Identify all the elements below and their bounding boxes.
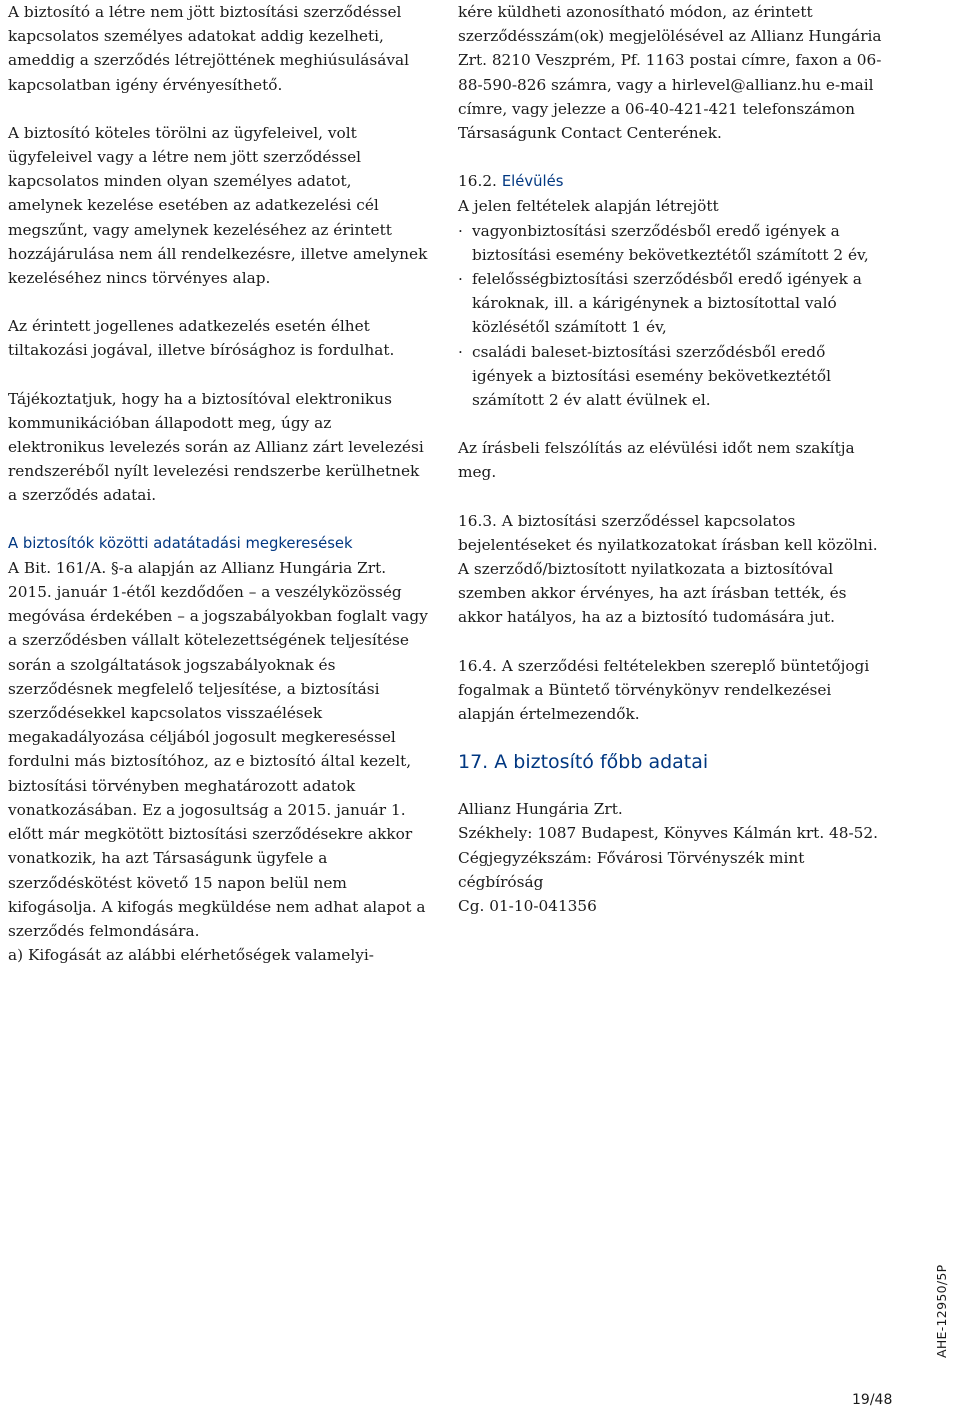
company-name: Allianz Hungária Zrt. bbox=[458, 800, 623, 819]
paragraph-16-4: 16.4. A szerződési feltételekben szereplő büntetőjogi fogalmak a Büntető törvénykönyv rendelkezései alapján értelmezendők. bbox=[458, 656, 870, 724]
section-title: Elévülés bbox=[501, 173, 564, 191]
limitation-intro: A jelen feltételek alapján létrejött bbox=[458, 197, 719, 216]
paragraph-deletion-obligation: A biztosító köteles törölni az ügyfeleivel, volt ügyfeleivel vagy a létre nem jött szerződéssel kapcsolatos minden olyan személyes adatot, amelynek kezelése esetében az adatkezelési cél megszűnt, vagy amelynek kezeléséhez az érintett hozzájárulása nem áll rendelkezésre, illetve amelynek kezeléséhez nincs törvényes alap. bbox=[8, 123, 428, 288]
limitation-note: Az írásbeli felszólítás az elévülési időt nem szakítja meg. bbox=[458, 439, 855, 482]
company-registry-number: Cg. 01-10-041356 bbox=[458, 897, 597, 916]
left-column bbox=[8, 0, 428, 967]
paragraph-data-transfer: A Bit. 161/A. §-a alapján az Allianz Hungária Zrt. 2015. január 1-étől kezdődően – a veszélyközösség megóvása érdekében – a jogszabályokban foglalt vagy a szerződésben vállalt kötelezettségének teljesítése során a szolgáltatások jogszabályoknak és szerződésnek megfelelő teljesítése, a biztosítási szerződésekkel kapcsolatos visszaélések megakadályozása céljából jogosult megkereséssel fordulni más biztosítóhoz, az e biztosító által kezelt, biztosítási törvényben meghatározott adatok vonatkozásában. Ez a jogosultság a 2015. január 1. előtt már megkötött biztosítási szerződésekre akkor vonatkozik, ha azt Társaságunk ügyfele a szerződéskötést követő 15 napon belül nem kifogásolja. A kifogás megküldése nem adhat alapot a szerződés felmondására. bbox=[8, 558, 428, 940]
list-item: · vagyonbiztosítási szerződésből eredő igények a biztosítási esemény bekövetkeztétől számított 2 év, bbox=[458, 219, 890, 267]
paragraph-objection-contact: a) Kifogását az alábbi elérhetőségek valamelyi- bbox=[8, 946, 374, 965]
paragraph-contact-details: kére küldheti azonosítható módon, az érintett szerződésszám(ok) megjelölésével az Allianz Hungária Zrt. 8210 Veszprém, Pf. 1163 postai címre, faxon a 06-88-590-826 számra, vagy a hirlevel@allianz.hu e-mail címre, vagy jelezze a 06-40-421-421 telefonszámon Társaságunk Contact Centerének. bbox=[458, 3, 882, 143]
heading-data-transfer: A biztosítók közötti adatátadási megkeresések bbox=[8, 534, 353, 552]
heading-section-17: 17. A biztosító főbb adatai bbox=[458, 751, 709, 774]
paragraph-electronic-communication: Tájékoztatjuk, hogy ha a biztosítóval elektronikus kommunikációban állapodott meg, úgy az elektronikus levelezés során az Allianz zárt levelezési rendszeréből nyílt levelezési rendszerbe kerülhetnek a szerződés adatai. bbox=[8, 389, 424, 505]
list-item: · felelősségbiztosítási szerződésből eredő igények a károknak, ill. a kárigénynek a biztosítottal való közlésétől számított 1 év, bbox=[458, 267, 890, 340]
document-code: AHE-12950/5P bbox=[934, 1264, 949, 1358]
section-number: 16.2. bbox=[458, 172, 497, 191]
company-address: Székhely: 1087 Budapest, Könyves Kálmán krt. 48-52. bbox=[458, 824, 878, 843]
right-column bbox=[458, 0, 890, 918]
company-registry: Cégjegyzékszám: Fővárosi Törvényszék mint cégbíróság bbox=[458, 848, 805, 891]
heading-limitation bbox=[458, 169, 890, 194]
list-item: · családi baleset-biztosítási szerződésből eredő igények a biztosítási esemény bekövetkeztétől számított 2 év alatt évülnek el. bbox=[458, 340, 890, 413]
paragraph-objection-right: Az érintett jogellenes adatkezelés esetén élhet tiltakozási jogával, illetve bírósághoz is fordulhat. bbox=[8, 317, 395, 360]
page-number: 19/48 bbox=[852, 1392, 893, 1408]
limitation-list bbox=[458, 219, 890, 413]
paragraph-deletion-period: A biztosító a létre nem jött biztosítási szerződéssel kapcsolatos személyes adatokat addig kezelheti, ameddig a szerződés létrejöttének meghiúsulásával kapcsolatban igény érvényesíthető. bbox=[8, 3, 409, 94]
paragraph-16-3: 16.3. A biztosítási szerződéssel kapcsolatos bejelentéseket és nyilatkozatokat írásban kell közölni. A szerződő/biztosított nyilatkozata a biztosítóval szemben akkor érvényes, ha azt írásban tették, és akkor hatályos, ha az a biztosító tudomására jut. bbox=[458, 511, 878, 627]
